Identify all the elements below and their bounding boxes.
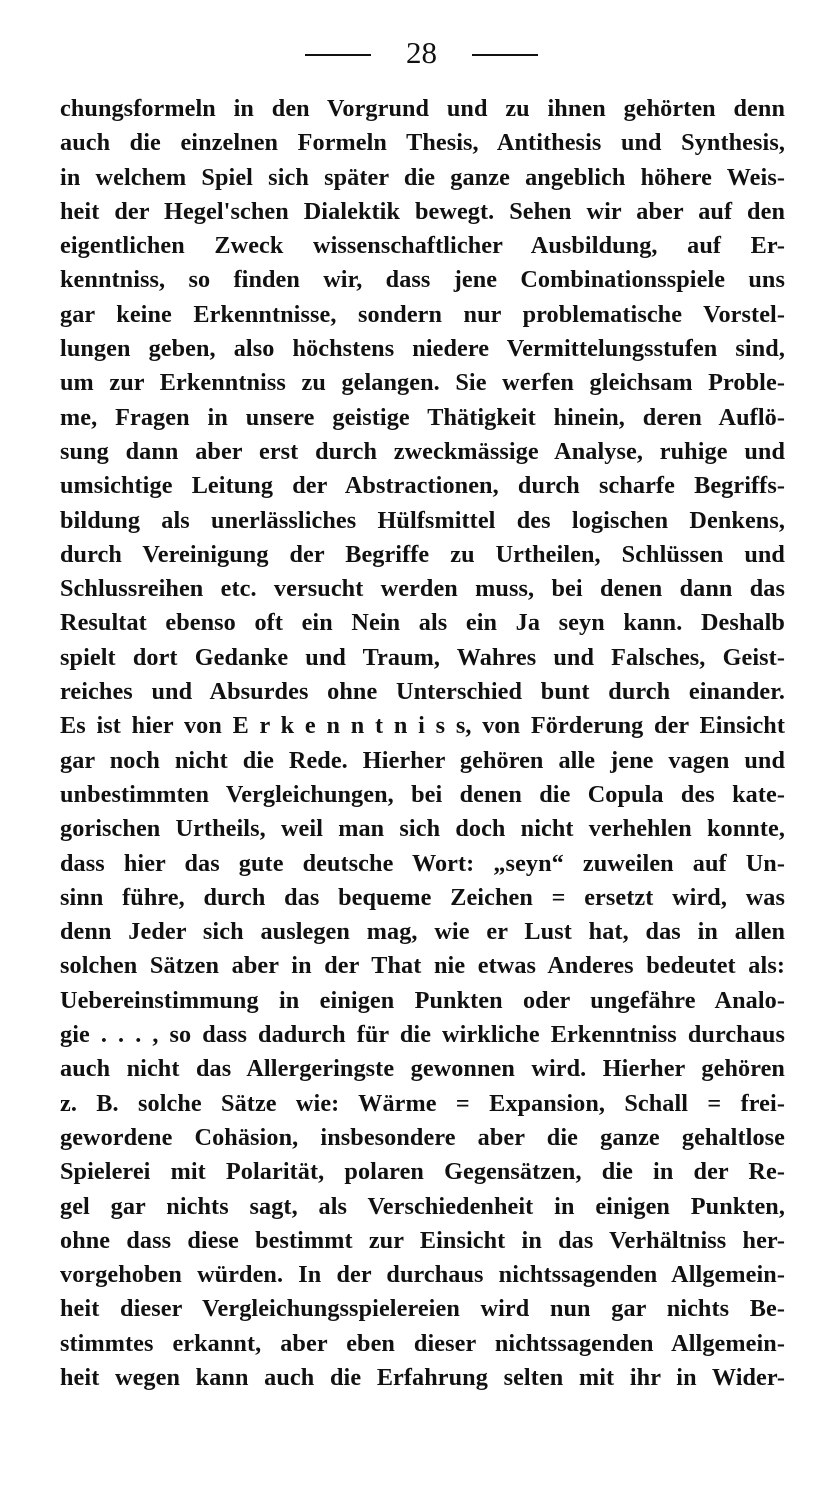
text-line: chungsformeln in den Vorgrund und zu ihnen gehörten denn — [60, 95, 785, 122]
text-line: durch Vereinigung der Begriffe zu Urtheilen, Schlüssen und — [60, 540, 785, 568]
text-line: stimmtes erkannt, aber eben dieser nichtssagenden Allgemein- — [60, 1329, 785, 1357]
text-line: gar keine Erkenntnisse, sondern nur problematische Vorstel- — [60, 300, 785, 328]
text-line: sinn führe, durch das bequeme Zeichen = ersetzt wird, was — [60, 883, 785, 911]
text-line: auch nicht das Allergeringste gewonnen wird. Hierher gehören — [60, 1055, 785, 1083]
text-line: gorischen Urtheils, weil man sich doch nicht verhehlen konnte, — [60, 815, 785, 843]
text-line: spielt dort Gedanke und Traum, Wahres und Falsches, Geist- — [60, 643, 785, 671]
header-rule-right — [472, 54, 538, 56]
text-line: me, Fragen in unsere geistige Thätigkeit hinein, deren Auflö- — [60, 403, 785, 431]
text-line: gel gar nichts sagt, als Verschiedenheit in einigen Punkten, — [60, 1192, 785, 1220]
text-line: Schlussreihen etc. versucht werden muss, bei denen dann das — [60, 575, 785, 603]
text-line: bildung als unerlässliches Hülfsmittel des logischen Denkens, — [60, 506, 785, 534]
text-line: heit wegen kann auch die Erfahrung selten mit ihr in Wider- — [60, 1363, 785, 1391]
text-line: unbestimmten Vergleichungen, bei denen die Copula des kate- — [60, 780, 785, 808]
text-line: gar noch nicht die Rede. Hierher gehören alle jene vagen und — [60, 746, 785, 774]
page-number: 28 — [406, 35, 437, 70]
text-line: eigentlichen Zweck wissenschaftlicher Ausbildung, auf Er- — [60, 232, 785, 260]
text-line: ohne dass diese bestimmt zur Einsicht in das Verhältniss her- — [60, 1226, 785, 1254]
text-line: solchen Sätzen aber in der That nie etwas Anderes bedeutet als: — [60, 952, 785, 980]
text-line: auch die einzelnen Formeln Thesis, Antithesis und Synthesis, — [60, 129, 785, 157]
text-line: dass hier das gute deutsche Wort: „seyn“ zuweilen auf Un- — [60, 849, 785, 877]
text-line: gie . . . , so dass dadurch für die wirkliche Erkenntniss durchaus — [60, 1021, 785, 1049]
text-line: um zur Erkenntniss zu gelangen. Sie werfen gleichsam Proble- — [60, 369, 785, 397]
text-line: Es ist hier von E r k e n n t n i s s, von Förderung der Einsicht — [60, 712, 785, 740]
text-line: Uebereinstimmung in einigen Punkten oder ungefähre Analo- — [60, 986, 785, 1014]
text-line: Resultat ebenso oft ein Nein als ein Ja seyn kann. Deshalb — [60, 609, 785, 637]
text-line: umsichtige Leitung der Abstractionen, durch scharfe Begriffs- — [60, 472, 785, 500]
header-rule-left — [305, 54, 371, 56]
text-line: lungen geben, also höchstens niedere Vermittelungsstufen sind, — [60, 335, 785, 363]
text-line: denn Jeder sich auslegen mag, wie er Lust hat, das in allen — [60, 918, 785, 946]
body-text — [60, 92, 785, 1395]
text-line: kenntniss, so finden wir, dass jene Combinationsspiele uns — [60, 266, 785, 294]
text-line: Spielerei mit Polarität, polaren Gegensätzen, die in der Re- — [60, 1158, 785, 1186]
text-line: z. B. solche Sätze wie: Wärme = Expansion, Schall = frei- — [60, 1089, 785, 1117]
text-line: heit der Hegel'schen Dialektik bewegt. Sehen wir aber auf den — [60, 197, 785, 225]
text-line: vorgehoben würden. In der durchaus nichtssagenden Allgemein- — [60, 1261, 785, 1289]
text-line: in welchem Spiel sich später die ganze angeblich höhere Weis- — [60, 163, 785, 191]
text-line: heit dieser Vergleichungsspielereien wird nun gar nichts Be- — [60, 1295, 785, 1323]
text-line: reiches und Absurdes ohne Unterschied bunt durch einander. — [60, 678, 785, 706]
text-line: sung dann aber erst durch zweckmässige Analyse, ruhige und — [60, 437, 785, 465]
text-line: gewordene Cohäsion, insbesondere aber die ganze gehaltlose — [60, 1123, 785, 1151]
page-header — [0, 30, 830, 76]
